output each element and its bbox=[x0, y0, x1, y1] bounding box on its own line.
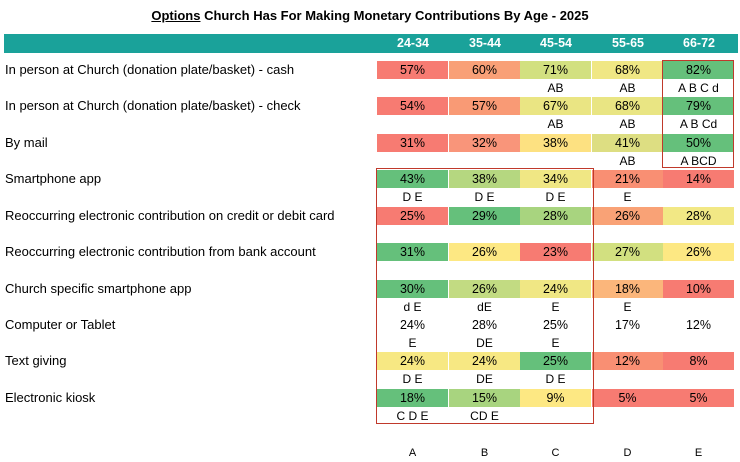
value-cell: 25% bbox=[520, 316, 591, 334]
chart-title-rest: Church Has For Making Monetary Contributions By Age - 2025 bbox=[200, 8, 589, 23]
row-label: By mail bbox=[5, 135, 48, 150]
significance-letters: E bbox=[623, 300, 632, 314]
value-cell: 30% bbox=[377, 280, 448, 298]
value-cell: 28% bbox=[449, 316, 520, 334]
significance-letters: AB bbox=[547, 117, 564, 131]
chart-title-prefix: Options bbox=[151, 8, 201, 23]
value-cell: 9% bbox=[520, 389, 591, 407]
significance-letters: AB bbox=[619, 81, 636, 95]
value-cell: 5% bbox=[592, 389, 663, 407]
value-cell: 43% bbox=[377, 170, 448, 188]
value-cell: 24% bbox=[449, 352, 520, 370]
value-cell: 21% bbox=[592, 170, 663, 188]
value-cell: 50% bbox=[663, 134, 734, 152]
value-cell: 82% bbox=[663, 61, 734, 79]
value-cell: 29% bbox=[449, 207, 520, 225]
significance-letters: DE bbox=[476, 336, 493, 350]
value-cell: 26% bbox=[663, 243, 734, 261]
value-cell: 54% bbox=[377, 97, 448, 115]
column-letter: E bbox=[694, 447, 703, 459]
significance-letters: A B Cd bbox=[679, 117, 718, 131]
value-cell: 57% bbox=[449, 97, 520, 115]
column-header-55-65: 55-65 bbox=[612, 36, 644, 50]
significance-letters: E bbox=[551, 300, 560, 314]
value-cell: 26% bbox=[449, 243, 520, 261]
value-cell: 71% bbox=[520, 61, 591, 79]
value-cell: 38% bbox=[520, 134, 591, 152]
value-cell: 28% bbox=[663, 207, 734, 225]
value-cell: 32% bbox=[449, 134, 520, 152]
value-cell: 25% bbox=[520, 352, 591, 370]
significance-letters: E bbox=[551, 336, 560, 350]
value-cell: 24% bbox=[377, 352, 448, 370]
value-cell: 67% bbox=[520, 97, 591, 115]
value-cell: 31% bbox=[377, 243, 448, 261]
column-letter: C bbox=[551, 447, 560, 459]
value-cell: 18% bbox=[377, 389, 448, 407]
row-label: In person at Church (donation plate/basket) - check bbox=[5, 98, 301, 113]
value-cell: 15% bbox=[449, 389, 520, 407]
significance-letters: AB bbox=[619, 154, 636, 168]
value-cell: 14% bbox=[663, 170, 734, 188]
value-cell: 8% bbox=[663, 352, 734, 370]
significance-letters: C D E bbox=[396, 409, 429, 423]
significance-letters: DE bbox=[476, 372, 493, 386]
significance-letters: AB bbox=[619, 117, 636, 131]
highlight-box-group-e bbox=[662, 60, 734, 168]
value-cell: 79% bbox=[663, 97, 734, 115]
value-cell: 17% bbox=[592, 316, 663, 334]
significance-letters: CD E bbox=[470, 409, 499, 423]
column-header-24-34: 24-34 bbox=[397, 36, 429, 50]
significance-letters: D E bbox=[474, 190, 495, 204]
significance-letters: D E bbox=[545, 190, 566, 204]
value-cell: 68% bbox=[592, 61, 663, 79]
value-cell: 28% bbox=[520, 207, 591, 225]
value-cell: 24% bbox=[377, 316, 448, 334]
column-header-66-72: 66-72 bbox=[683, 36, 715, 50]
chart-title bbox=[0, 6, 740, 26]
value-cell: 18% bbox=[592, 280, 663, 298]
significance-letters: E bbox=[623, 190, 632, 204]
column-header-35-44: 35-44 bbox=[469, 36, 501, 50]
value-cell: 26% bbox=[449, 280, 520, 298]
column-header-45-54: 45-54 bbox=[540, 36, 572, 50]
significance-letters: D E bbox=[545, 372, 566, 386]
row-label: Church specific smartphone app bbox=[5, 281, 192, 296]
significance-letters: d E bbox=[403, 300, 422, 314]
value-cell: 27% bbox=[592, 243, 663, 261]
row-label: Electronic kiosk bbox=[5, 390, 96, 405]
row-label: Text giving bbox=[5, 353, 67, 368]
column-letter: D bbox=[623, 447, 632, 459]
value-cell: 57% bbox=[377, 61, 448, 79]
significance-letters: dE bbox=[477, 300, 492, 314]
row-label: Computer or Tablet bbox=[5, 317, 116, 332]
value-cell: 12% bbox=[663, 316, 734, 334]
value-cell: 41% bbox=[592, 134, 663, 152]
value-cell: 23% bbox=[520, 243, 591, 261]
value-cell: 24% bbox=[520, 280, 591, 298]
value-cell: 68% bbox=[592, 97, 663, 115]
row-label: Reoccurring electronic contribution on credit or debit card bbox=[5, 208, 335, 223]
value-cell: 5% bbox=[663, 389, 734, 407]
value-cell: 34% bbox=[520, 170, 591, 188]
significance-letters: E bbox=[408, 336, 417, 350]
significance-letters: A BCD bbox=[680, 154, 717, 168]
value-cell: 31% bbox=[377, 134, 448, 152]
column-letter: B bbox=[480, 447, 489, 459]
row-label: Smartphone app bbox=[5, 171, 102, 186]
significance-letters: D E bbox=[402, 372, 423, 386]
value-cell: 10% bbox=[663, 280, 734, 298]
highlight-box-younger-groups bbox=[376, 168, 594, 424]
significance-letters: D E bbox=[402, 190, 423, 204]
row-label: In person at Church (donation plate/basket) - cash bbox=[5, 62, 295, 77]
value-cell: 26% bbox=[592, 207, 663, 225]
row-label: Reoccurring electronic contribution from bank account bbox=[5, 244, 316, 259]
column-header-bar bbox=[4, 34, 738, 53]
value-cell: 60% bbox=[449, 61, 520, 79]
column-letter: A bbox=[408, 447, 417, 459]
value-cell: 12% bbox=[592, 352, 663, 370]
significance-letters: A B C d bbox=[678, 81, 719, 95]
value-cell: 38% bbox=[449, 170, 520, 188]
value-cell: 25% bbox=[377, 207, 448, 225]
significance-letters: AB bbox=[547, 81, 564, 95]
